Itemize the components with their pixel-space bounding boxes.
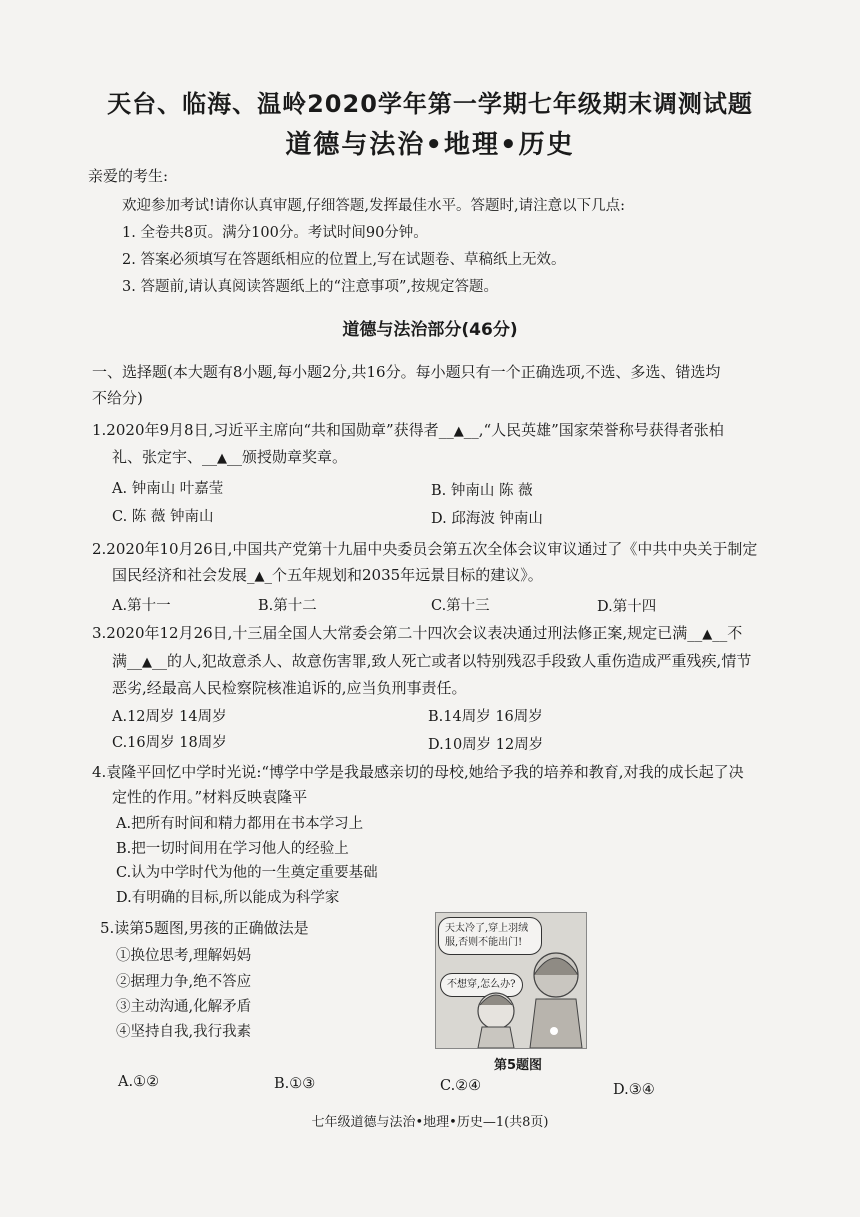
part-one-heading: 一、选择题(本大题有8小题,每小题2分,共16分。每小题只有一个正确选项,不选、多选、错选均 bbox=[92, 363, 721, 381]
q4-line2: 定性的作用。”材料反映袁隆平 bbox=[112, 788, 308, 806]
answer-blank: __▲__ bbox=[202, 448, 243, 466]
q1-line1: 1.2020年9月8日,习近平主席向“共和国勋章”获得者__▲__,“人民英雄”国家荣誉称号获得者张柏 bbox=[92, 421, 724, 439]
note-3: 3. 答题前,请认真阅读答题纸上的“注意事项”,按规定答题。 bbox=[122, 279, 498, 295]
q2-option-a: A.第十一 bbox=[112, 598, 171, 614]
q4-option-d: D.有明确的目标,所以能成为科学家 bbox=[116, 890, 340, 906]
q1-option-a: A. 钟南山 叶嘉莹 bbox=[112, 481, 224, 497]
q5-statement-4: ④坚持自我,我行我素 bbox=[116, 1024, 252, 1040]
q1-option-b: B. 钟南山 陈 薇 bbox=[431, 483, 533, 499]
section-title: 道德与法治部分(46分) bbox=[342, 320, 518, 340]
q2-line1: 2.2020年10月26日,中国共产党第十九届中央委员会第五次全体会议审议通过了《中共中央关于制定 bbox=[92, 540, 758, 558]
q5-option-a: A.①② bbox=[118, 1074, 160, 1090]
q3-line3: 恶劣,经最高人民检察院核准追诉的,应当负刑事责任。 bbox=[112, 679, 467, 697]
answer-blank: _▲_ bbox=[247, 566, 273, 584]
note-1: 1. 全卷共8页。满分100分。考试时间90分钟。 bbox=[122, 225, 428, 241]
answer-blank: __▲__ bbox=[127, 652, 168, 670]
answer-blank: __▲__ bbox=[687, 624, 728, 642]
comic-speech-bubble-mother: 天太冷了,穿上羽绒服,否则不能出门! bbox=[438, 917, 542, 955]
note-2: 2. 答案必须填写在答题纸相应的位置上,写在试题卷、草稿纸上无效。 bbox=[122, 252, 566, 268]
q2-option-c: C.第十三 bbox=[431, 598, 490, 614]
q5-statement-2: ②据理力争,绝不答应 bbox=[116, 974, 252, 990]
q3-option-a: A.12周岁 14周岁 bbox=[112, 709, 227, 725]
greeting: 亲爱的考生: bbox=[88, 167, 169, 185]
q4-line1: 4.袁隆平回忆中学时光说:“博学中学是我最感亲切的母校,她给予我的培养和教育,对我的成长起了决 bbox=[92, 763, 744, 781]
q3-line1: 3.2020年12月26日,十三届全国人大常委会第二十四次会议表决通过刑法修正案,规定已满__▲__不 bbox=[92, 624, 743, 642]
q4-option-b: B.把一切时间用在学习他人的经验上 bbox=[116, 841, 349, 857]
exam-subtitle: 道德与法治•地理•历史 bbox=[285, 130, 575, 160]
q4-option-a: A.把所有时间和精力都用在书本学习上 bbox=[116, 816, 364, 832]
q5-comic-image bbox=[435, 912, 587, 1049]
welcome-text: 欢迎参加考试!请你认真审题,仔细答题,发挥最佳水平。答题时,请注意以下几点: bbox=[122, 198, 626, 214]
answer-blank: __▲__ bbox=[438, 421, 479, 439]
q5-option-c: C.②④ bbox=[440, 1078, 482, 1094]
q5-option-b: B.①③ bbox=[274, 1076, 316, 1092]
q3-option-c: C.16周岁 18周岁 bbox=[112, 735, 227, 751]
q2-line2: 国民经济和社会发展_▲_个五年规划和2035年远景目标的建议》。 bbox=[112, 566, 543, 584]
part-one-heading-cont: 不给分) bbox=[92, 389, 143, 407]
q5-stem: 5.读第5题图,男孩的正确做法是 bbox=[100, 919, 309, 937]
q1-line2: 礼、张定宇、__▲__颁授勋章奖章。 bbox=[112, 448, 348, 466]
q4-option-c: C.认为中学时代为他的一生奠定重要基础 bbox=[116, 865, 378, 881]
q2-option-d: D.第十四 bbox=[597, 599, 657, 615]
q5-statement-1: ①换位思考,理解妈妈 bbox=[116, 948, 252, 964]
q3-option-d: D.10周岁 12周岁 bbox=[428, 737, 544, 753]
page-footer: 七年级道德与法治•地理•历史—1(共8页) bbox=[311, 1115, 549, 1130]
q1-option-c: C. 陈 薇 钟南山 bbox=[112, 509, 214, 525]
q3-line2: 满__▲__的人,犯故意杀人、故意伤害罪,致人死亡或者以特别残忍手段致人重伤造成严重残疾,情节 bbox=[112, 652, 752, 670]
q5-option-d: D.③④ bbox=[613, 1082, 655, 1098]
q2-option-b: B.第十二 bbox=[258, 598, 317, 614]
comic-illustration bbox=[436, 913, 586, 1048]
q5-figure-caption: 第5题图 bbox=[494, 1058, 543, 1073]
q5-statement-3: ③主动沟通,化解矛盾 bbox=[116, 999, 252, 1015]
q1-option-d: D. 邱海波 钟南山 bbox=[431, 511, 543, 527]
exam-title: 天台、临海、温岭2020学年第一学期七年级期末调测试题 bbox=[107, 90, 753, 118]
comic-speech-bubble-boy: 不想穿,怎么办? bbox=[440, 973, 523, 997]
q3-option-b: B.14周岁 16周岁 bbox=[428, 709, 543, 725]
